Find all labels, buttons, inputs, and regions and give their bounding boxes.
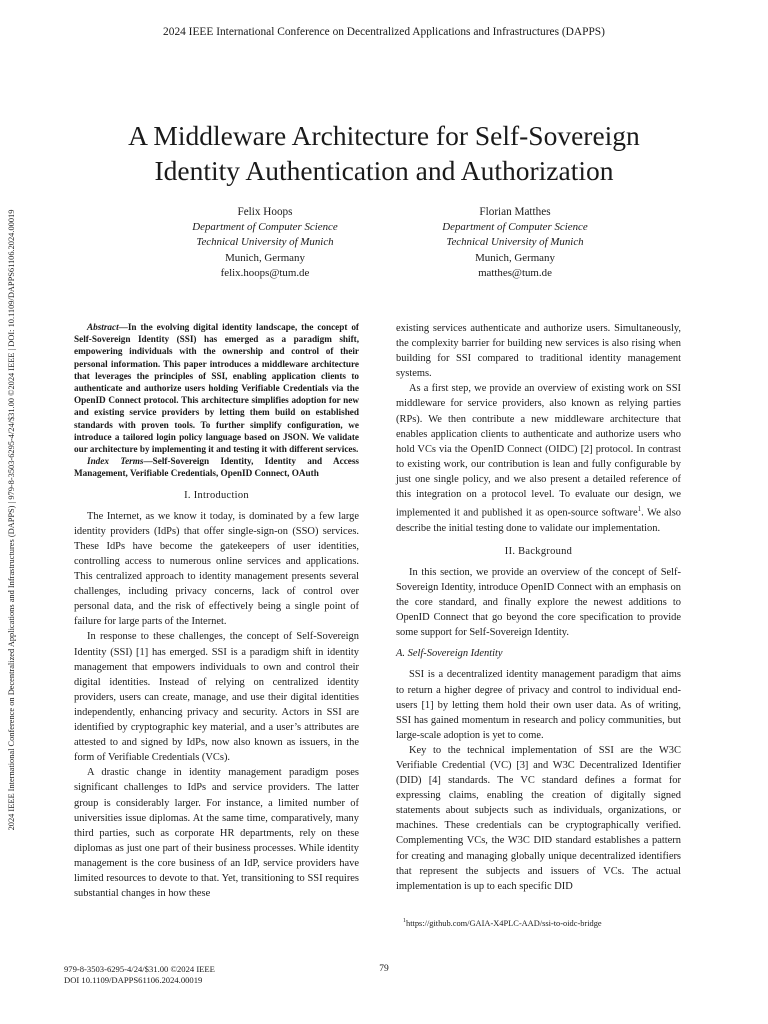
left-column bbox=[74, 321, 359, 901]
footnote bbox=[403, 918, 602, 928]
intro-paragraph-4-text: As a first step, we provide an overview of existing work on SSI middleware for service providers, also known as relying parties (RPs). We then contribute a new middleware architecture that enables application clients to authenticate and authorize users who hold VCs via the OpenID Connect (OIDC) [2] protocol. In contrast to existing work, our contribution is lean and fully configurable by just one single policy, and we also present a detailed reference of this integration on a protocol level. To evaluate our design, we implemented it and published it as open-source software bbox=[396, 383, 681, 519]
abstract-text: —In the evolving digital identity landscape, the concept of Self-Sovereign Identity (SSI) has emerged as a paradigm shift, empowering individuals with the ownership and control of their personal information. This paper introduces a middleware architecture that leverages the principles of SSI, enabling application clients to authenticate and authorize users holding Verifiable Credentials via the OpenID Connect protocol. This architecture simplifies adoption for new and existing service providers by letting them build on established standards with proven tools. To further simplify configuration, we introduce a tailored login policy language based on JSON. We validate our architecture by implementing it and testing it with different services. bbox=[74, 322, 359, 455]
intro-paragraph-1: The Internet, as we know it today, is dominated by a few large identity providers (IdPs) that offer single-sign-on (SSO) services. These IdPs have become the gatekeepers of user identities, controlling access to numerous online services and applications. This centralized approach to identity management presents several challenges, including privacy concerns, lack of control over personal data, and the risk of effectively being a single point of failure for large parts of the Internet. bbox=[74, 510, 359, 628]
footer-doi: DOI 10.1109/DAPPS61106.2024.00019 bbox=[64, 975, 203, 985]
index-terms bbox=[74, 455, 359, 479]
author-name: Florian Matthes bbox=[479, 206, 551, 218]
abstract bbox=[74, 321, 359, 455]
index-terms-label: Index Terms bbox=[87, 456, 144, 467]
intro-paragraph-2: In response to these challenges, the concept of Self-Sovereign Identity (SSI) [1] has emerged. SSI is a paradigm shift in identity management that empowers individuals to own and control their digital identities. Instead of relying on centralized identity providers, users can create, manage, and use their digital identities independently, enhancing privacy and security. Actors in SSI are identified by cryptographic key material, and a user’s attributes are attested to and signed by IdPs, now also known as issuers, in the form of Verifiable Credentials (VCs). bbox=[74, 631, 359, 764]
author-department: Department of Computer Science bbox=[442, 221, 588, 234]
author-department: Department of Computer Science bbox=[192, 221, 338, 234]
section-heading-introduction: I. Introduction bbox=[184, 489, 249, 501]
page-number: 79 bbox=[379, 964, 389, 974]
footnote-marker[interactable]: 1 bbox=[637, 505, 642, 514]
ssi-paragraph-1: SSI is a decentralized identity management paradigm that aims to return a higher degree of privacy and control to individual end-users [1] by letting them hold their own user data. As of writing, SSI has gained momentum in research and policy communities, but large-scale adoption is yet to come. bbox=[396, 669, 681, 741]
intro-paragraph-4-end: . We also describe the initial testing done to validate our implementation. bbox=[396, 507, 681, 534]
author-block-2 bbox=[385, 205, 645, 281]
title-line-2: Identity Authentication and Authorization bbox=[154, 155, 614, 186]
author-university: Technical University of Munich bbox=[446, 236, 584, 249]
ssi-paragraph-2: Key to the technical implementation of SSI are the W3C Verifiable Credential (VC) [3] and W3C Decentralized Identifier (DID) [4] standards. The VC standard defines a format for expressing claims, enabling the creation of digitally signed statements about subjects such as individuals, organizations, or machines. These credentials can be cryptographically verified. Complementing VCs, the W3C DID standard establishes a pattern for creating and managing globally unique decentralized identifiers that represent the subjects and issuers of VCs. The actual implementation is up to each specific DID bbox=[396, 744, 681, 892]
author-name: Felix Hoops bbox=[237, 206, 293, 218]
abstract-label: Abstract bbox=[87, 322, 119, 332]
title-line-1: A Middleware Architecture for Self-Sovereign bbox=[128, 120, 640, 151]
author-university: Technical University of Munich bbox=[196, 236, 334, 249]
footnote-url[interactable]: https://github.com/GAIA-X4PLC-AAD/ssi-to-oidc-bridge bbox=[406, 918, 602, 928]
footnote-mark: 1 bbox=[403, 918, 406, 924]
author-email[interactable]: felix.hoops@tum.de bbox=[220, 266, 310, 279]
author-location: Munich, Germany bbox=[475, 251, 555, 264]
footer-isbn: 979-8-3503-6295-4/24/$31.00 ©2024 IEEE bbox=[64, 964, 215, 974]
author-block-1 bbox=[135, 205, 395, 281]
right-column bbox=[396, 321, 681, 894]
sidebar-doi-strip: 2024 IEEE International Conference on Decentralized Applications and Infrastructures (DAPPS) | 979-8-3503-6295-4/24/$31.00 ©2024 IEEE | DOI: 10.1109/DAPPS61106.2024.00019 bbox=[7, 209, 16, 831]
intro-paragraph-3: A drastic change in identity management paradigm poses significant challenges to IdPs and service providers. The latter group is considerably larger. For instance, a limited number of universities issue diplomas. At the same time, comparatively, many third parties, such as corporate HR departments, rely on these diplomas as just one part of their business processes. While identity management is the core business of an IdP, service providers have limited resources to devote to that. Yet, transitioning to SSI requires substantial changes in how these bbox=[74, 767, 359, 900]
intro-paragraph-3-continued: existing services authenticate and authorize users. Simultaneously, the complexity barrier for building new services is also rising when building for SSI compared to traditional identity management systems. bbox=[396, 323, 681, 380]
background-paragraph-1: In this section, we provide an overview of the concept of Self-Sovereign Identity, introduce OpenID Connect with an emphasis on the core standard, and finally explore the newest additions to OpenID Connect that go beyond the core specification to provide some support for Self-Sovereign Identity. bbox=[396, 566, 681, 639]
conference-header: 2024 IEEE International Conference on Decentralized Applications and Infrastructures (DAPPS) bbox=[163, 26, 605, 38]
index-terms-text: —Self-Sovereign Identity, Identity and Access Management, Verifiable Credentials, OpenID Connect, OAuth bbox=[74, 456, 360, 479]
intro-paragraph-4 bbox=[396, 381, 681, 535]
author-email[interactable]: matthes@tum.de bbox=[478, 266, 552, 279]
author-location: Munich, Germany bbox=[225, 251, 305, 264]
subsection-heading-ssi: A. Self-Sovereign Identity bbox=[396, 648, 503, 660]
section-heading-background: II. Background bbox=[504, 545, 573, 557]
paper-title bbox=[0, 118, 768, 188]
